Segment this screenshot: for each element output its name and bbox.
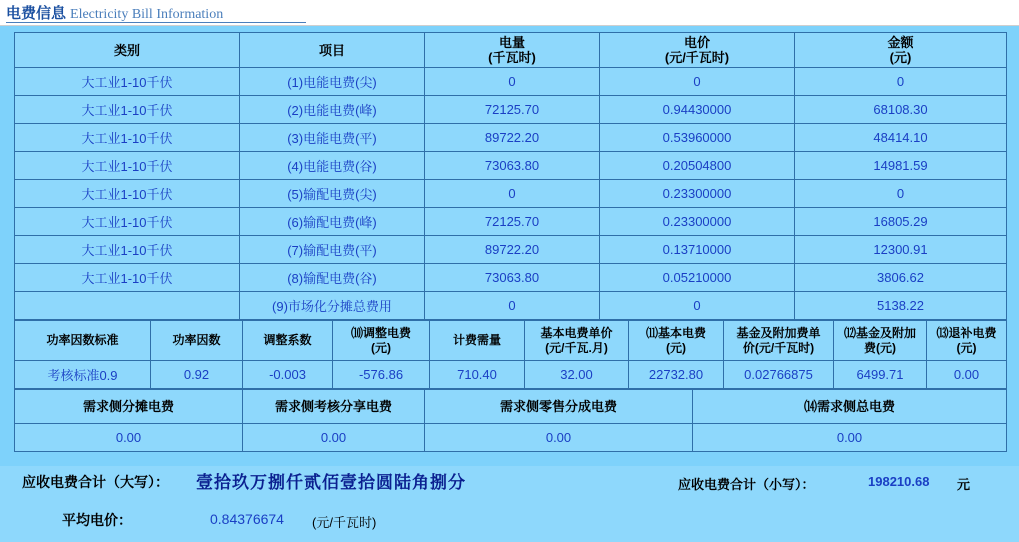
cell-item: (8)输配电费(谷) [240, 264, 425, 292]
cell-category: 大工业1-10千伏 [15, 208, 240, 236]
avg-price-label: 平均电价： [62, 512, 132, 528]
col-header-power-factor-l1: 功率因数 [172, 333, 221, 347]
col-header-adjust-fee [333, 321, 430, 361]
cell-price: 0 [600, 292, 795, 320]
col-header-category-l1: 类别 [113, 42, 140, 58]
total-num-label: 应收电费合计（小写）： [678, 477, 815, 492]
col-header-pf-standard-l1: 功率因数标准 [46, 333, 119, 347]
value-demand-total-fee: 0.00 [693, 424, 1007, 452]
cell-price: 0.20504800 [600, 152, 795, 180]
table-row [15, 236, 1007, 264]
col-header-refund-fee-l2: (元) [956, 340, 977, 355]
cell-price: 0.05210000 [600, 264, 795, 292]
col-header-price-l1: 电价 [683, 35, 710, 50]
value-basic-price: 32.00 [525, 361, 629, 389]
cell-quantity: 72125.70 [425, 96, 600, 124]
cell-category: 大工业1-10千伏 [15, 124, 240, 152]
col-header-adjust-coef-l1: 调整系数 [263, 333, 312, 347]
col-header-refund-fee-l1: ⒀退补电费 [936, 325, 997, 340]
col-header-basic-price [525, 321, 629, 361]
demand-side-value-row [15, 424, 1007, 452]
total-num-unit: 元 [957, 477, 971, 492]
cell-item: (4)电能电费(谷) [240, 152, 425, 180]
col-header-billing-demand [430, 321, 525, 361]
table-row [15, 96, 1007, 124]
cell-amount: 16805.29 [795, 208, 1007, 236]
cell-quantity: 0 [425, 180, 600, 208]
table-row [15, 152, 1007, 180]
col-header-fund-fee-l1: ⑿基金及附加 [843, 325, 916, 340]
demand-side-table [14, 389, 1007, 452]
adjustment-value-row [15, 361, 1007, 389]
table-row [15, 68, 1007, 96]
value-power-factor: 0.92 [151, 361, 243, 389]
cell-price: 0.94430000 [600, 96, 795, 124]
value-billing-demand: 710.40 [430, 361, 525, 389]
value-basic-fee: 22732.80 [629, 361, 724, 389]
page-title [6, 2, 223, 23]
cell-quantity: 0 [425, 292, 600, 320]
avg-price-value: 0.84376674 [210, 511, 284, 527]
col-header-fund-price-l1: 基金及附加费单 [736, 325, 821, 340]
col-header-amount-l2: (元) [889, 50, 912, 65]
avg-price-unit: (元/千瓦时) [312, 515, 377, 530]
col-header-refund-fee [927, 321, 1007, 361]
total-cn-value: 壹拾玖万捌仟贰佰壹拾圆陆角捌分 [196, 473, 466, 492]
cell-item: (3)电能电费(平) [240, 124, 425, 152]
cell-item: (5)输配电费(尖) [240, 180, 425, 208]
bill-tables [14, 32, 1006, 452]
col-header-power-factor [151, 321, 243, 361]
col-header-demand-share-fee: 需求侧分摊电费 [15, 390, 243, 424]
page-header-bar [0, 0, 1019, 26]
cell-category: 大工业1-10千伏 [15, 68, 240, 96]
table-row [15, 208, 1007, 236]
cell-amount: 14981.59 [795, 152, 1007, 180]
col-header-quantity-l2: (千瓦时) [488, 50, 536, 65]
cell-item: (6)输配电费(峰) [240, 208, 425, 236]
table-header-row [15, 33, 1007, 68]
cell-quantity: 73063.80 [425, 152, 600, 180]
table-row [15, 264, 1007, 292]
value-demand-assessment-fee: 0.00 [243, 424, 425, 452]
col-header-item [240, 33, 425, 68]
page-title-cn: 电费信息 [6, 4, 67, 22]
adjustment-table [14, 320, 1007, 389]
cell-item: (7)输配电费(平) [240, 236, 425, 264]
col-header-demand-retail-fee: 需求侧零售分成电费 [425, 390, 693, 424]
cell-amount: 68108.30 [795, 96, 1007, 124]
cell-price: 0 [600, 68, 795, 96]
value-adjust-coef: -0.003 [243, 361, 333, 389]
value-demand-share-fee: 0.00 [15, 424, 243, 452]
value-refund-fee: 0.00 [927, 361, 1007, 389]
title-underline [6, 22, 306, 23]
cell-quantity: 89722.20 [425, 236, 600, 264]
col-header-basic-fee-l1: ⑾基本电费 [645, 325, 706, 340]
col-header-price-l2: (元/千瓦时) [664, 50, 730, 65]
col-header-fund-price-l2: 价(元/千瓦时) [742, 340, 815, 355]
col-header-pf-standard [15, 321, 151, 361]
total-cn-label: 应收电费合计（大写）： [22, 474, 169, 490]
value-pf-standard: 考核标准0.9 [15, 361, 151, 389]
cell-amount: 0 [795, 180, 1007, 208]
cell-price: 0.13710000 [600, 236, 795, 264]
col-header-adjust-fee-l2: (元) [371, 340, 391, 355]
col-header-category [15, 33, 240, 68]
demand-side-header-row [15, 390, 1007, 424]
cell-item: (9)市场化分摊总费用 [240, 292, 425, 320]
cell-category: 大工业1-10千伏 [15, 236, 240, 264]
cell-quantity: 0 [425, 68, 600, 96]
cell-item: (2)电能电费(峰) [240, 96, 425, 124]
cell-amount: 12300.91 [795, 236, 1007, 264]
cell-price: 0.53960000 [600, 124, 795, 152]
cell-amount: 3806.62 [795, 264, 1007, 292]
value-fund-fee: 6499.71 [834, 361, 927, 389]
value-fund-price: 0.02766875 [724, 361, 834, 389]
col-header-basic-price-l2: (元/千瓦.月) [545, 340, 608, 355]
col-header-quantity [425, 33, 600, 68]
cell-amount: 5138.22 [795, 292, 1007, 320]
col-header-amount-l1: 金额 [887, 35, 914, 50]
cell-category: 大工业1-10千伏 [15, 96, 240, 124]
col-header-billing-demand-l1: 计费需量 [452, 333, 501, 347]
col-header-item-l1: 项目 [318, 42, 345, 58]
col-header-price [600, 33, 795, 68]
col-header-fund-price [724, 321, 834, 361]
cell-amount: 0 [795, 68, 1007, 96]
cell-quantity: 89722.20 [425, 124, 600, 152]
value-demand-retail-fee: 0.00 [425, 424, 693, 452]
cell-price: 0.23300000 [600, 180, 795, 208]
table-row [15, 124, 1007, 152]
col-header-basic-fee-l2: (元) [666, 340, 686, 355]
main-bill-table [14, 32, 1007, 320]
total-num-value: 198210.68 [868, 474, 930, 489]
cell-quantity: 73063.80 [425, 264, 600, 292]
col-header-amount [795, 33, 1007, 68]
bill-footer [0, 466, 1019, 542]
col-header-adjust-coef [243, 321, 333, 361]
col-header-fund-fee [834, 321, 927, 361]
table-row [15, 180, 1007, 208]
page-title-en: Electricity Bill Information [70, 7, 224, 22]
table-row [15, 292, 1007, 320]
cell-category: 大工业1-10千伏 [15, 152, 240, 180]
cell-category: 大工业1-10千伏 [15, 180, 240, 208]
col-header-fund-fee-l2: 费(元) [864, 340, 896, 355]
col-header-demand-assessment-fee: 需求侧考核分享电费 [243, 390, 425, 424]
cell-quantity: 72125.70 [425, 208, 600, 236]
col-header-demand-total-fee: ⒁需求侧总电费 [693, 390, 1007, 424]
adjustment-header-row [15, 321, 1007, 361]
col-header-adjust-fee-l1: ⑽调整电费 [350, 325, 411, 340]
cell-amount: 48414.10 [795, 124, 1007, 152]
cell-category [15, 292, 240, 320]
col-header-quantity-l1: 电量 [498, 35, 525, 50]
value-adjust-fee: -576.86 [333, 361, 430, 389]
cell-price: 0.23300000 [600, 208, 795, 236]
cell-category: 大工业1-10千伏 [15, 264, 240, 292]
col-header-basic-fee [629, 321, 724, 361]
cell-item: (1)电能电费(尖) [240, 68, 425, 96]
col-header-basic-price-l1: 基本电费单价 [540, 325, 613, 340]
